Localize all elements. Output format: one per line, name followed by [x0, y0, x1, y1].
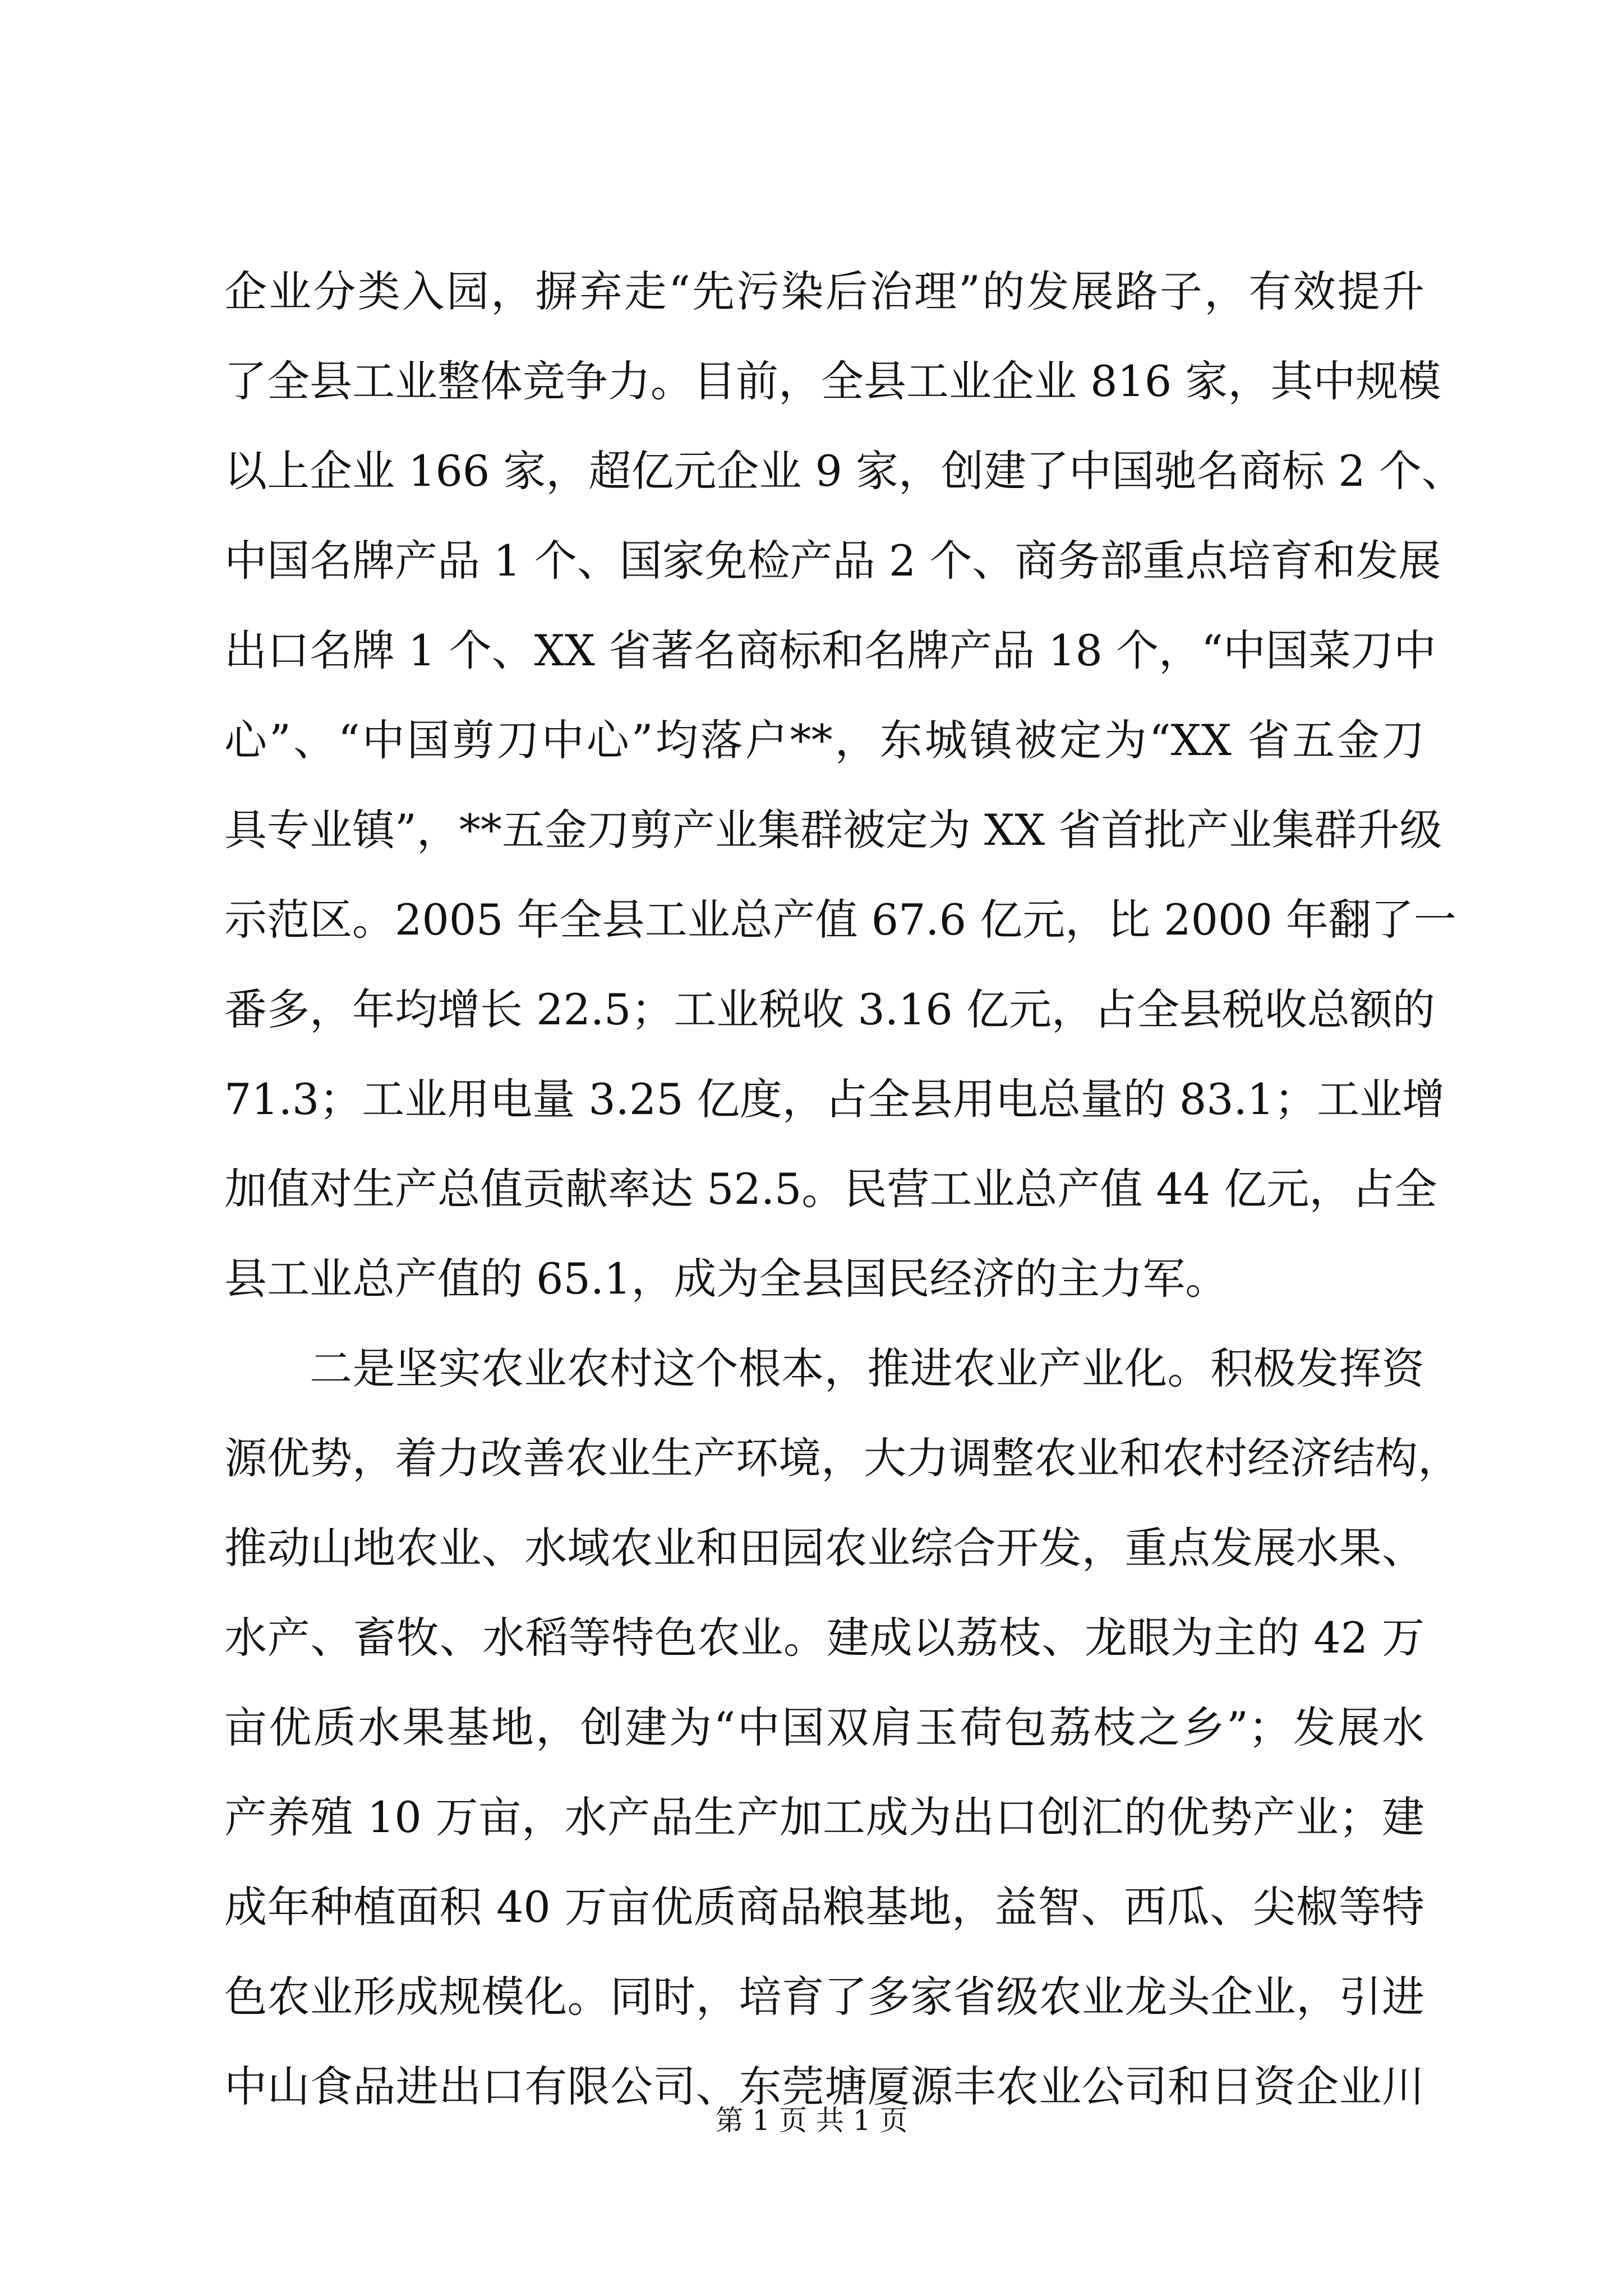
text-line: 产养殖 10 万亩，水产品生产加工成为出口创汇的优势产业；建: [224, 1792, 1424, 1842]
text-line: 中国名牌产品 1 个、国家免检产品 2 个、商务部重点培育和发展: [224, 536, 1441, 586]
text-line: 色农业形成规模化。同时，培育了多家省级农业龙头企业，引进: [224, 1972, 1424, 2022]
text-line: 二是坚实农业农村这个根本，推进农业产业化。积极发挥资: [310, 1343, 1424, 1393]
page-number-label: 第 1 页 共 1 页: [715, 2104, 908, 2137]
text-line: 水产、畜牧、水稻等特色农业。建成以荔枝、龙眼为主的 42 万: [224, 1613, 1424, 1663]
text-line: 了全县工业整体竞争力。目前，全县工业企业 816 家，其中规模: [224, 356, 1441, 406]
text-line: 加值对生产总值贡献率达 52.5。民营工业总产值 44 亿元，占全: [224, 1164, 1437, 1214]
text-line: 亩优质水果基地，创建为“中国双肩玉荷包荔枝之乡”；发展水: [224, 1703, 1424, 1752]
text-line: 具专业镇”，**五金刀剪产业集群被定为 XX 省首批产业集群升级: [224, 805, 1442, 855]
text-line: 示范区。2005 年全县工业总产值 67.6 亿元，比 2000 年翻了一: [224, 895, 1456, 945]
text-line: 成年种植面积 40 万亩优质商品粮基地，益智、西瓜、尖椒等特: [224, 1882, 1424, 1932]
text-line: 中山食品进出口有限公司、东莞塘厦源丰农业公司和日资企业川: [224, 2062, 1424, 2111]
text-line: 推动山地农业、水域农业和田园农业综合开发，重点发展水果、: [224, 1523, 1424, 1573]
text-line: 71.3；工业用电量 3.25 亿度，占全县用电总量的 83.1；工业增: [224, 1074, 1445, 1124]
text-line: 出口名牌 1 个、XX 省著名商标和名牌产品 18 个，“中国菜刀中: [224, 625, 1436, 675]
page-footer: [0, 2101, 1623, 2140]
text-line: 心”、“中国剪刀中心”均落户**，东城镇被定为“XX 省五金刀: [224, 715, 1424, 765]
body-text: [224, 247, 1464, 2132]
text-line: 县工业总产值的 65.1，成为全县国民经济的主力军。: [224, 1254, 1228, 1304]
text-line: 企业分类入园，摒弃走“先污染后治理”的发展路子，有效提升: [224, 266, 1424, 316]
text-line: 源优势，着力改善农业生产环境，大力调整农业和农村经济结构，: [224, 1433, 1460, 1483]
text-line: 以上企业 166 家，超亿元企业 9 家，创建了中国驰名商标 2 个、: [224, 446, 1464, 496]
text-line: 番多，年均增长 22.5；工业税收 3.16 亿元，占全县税收总额的: [224, 984, 1435, 1034]
